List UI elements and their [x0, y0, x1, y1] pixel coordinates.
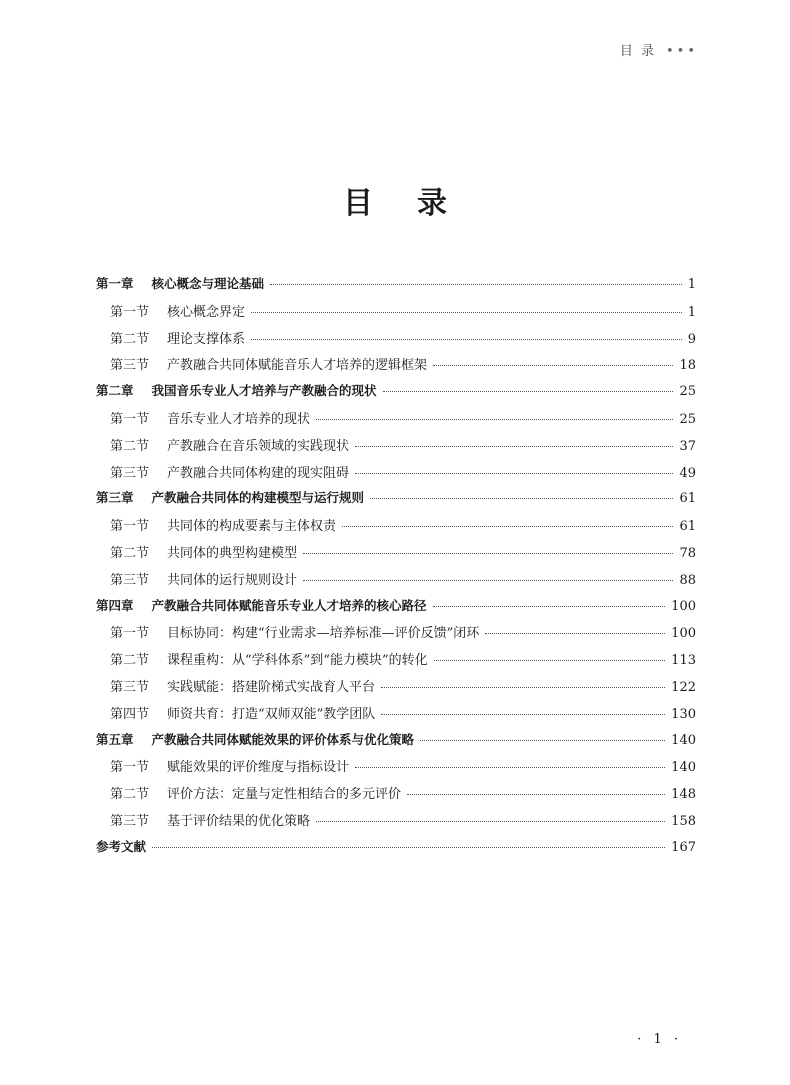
section-title: 共同体的运行规则设计: [167, 572, 298, 588]
toc-page-number: 18: [679, 358, 696, 374]
toc-page-number: 148: [671, 787, 696, 803]
toc-section-entry: [96, 301, 696, 328]
dot-leader: [303, 580, 673, 581]
section-title: 产教融合共同体构建的现实阻碍: [167, 465, 350, 481]
toc-page-number: 88: [679, 572, 696, 588]
dot-leader: [355, 446, 673, 447]
dot-leader: [355, 473, 673, 474]
dot-leader: [303, 553, 673, 554]
section-number: 第二节: [110, 438, 150, 454]
toc-section-entry: [96, 515, 696, 542]
toc-page-number: 113: [671, 653, 696, 669]
dot-leader: [251, 312, 682, 313]
section-title: 赋能效果的评价维度与指标设计: [167, 760, 350, 776]
toc-section-entry: [96, 408, 696, 435]
section-number: 第一节: [110, 626, 150, 642]
chapter-title: 产教融合共同体的构建模型与运行规则: [151, 490, 365, 506]
toc-page-number: 100: [671, 598, 696, 614]
toc-section-entry: [96, 542, 696, 569]
toc-page-number: 25: [679, 411, 696, 427]
chapter-title: 参考文献: [96, 838, 147, 854]
section-number: 第三节: [110, 358, 150, 374]
section-number: 第一节: [110, 411, 150, 427]
page-title: 目录: [343, 186, 491, 221]
chapter-number: 第三章: [96, 490, 134, 506]
section-number: 第二节: [110, 787, 150, 803]
dot-leader: [433, 606, 666, 607]
toc-section-entry: [96, 783, 696, 810]
chapter-number: 第五章: [96, 731, 134, 747]
section-number: 第二节: [110, 331, 150, 347]
chapter-title: 我国音乐专业人才培养与产教融合的现状: [151, 383, 377, 399]
toc-section-entry: [96, 649, 696, 676]
toc-chapter-entry: [96, 596, 696, 623]
table-of-contents: [96, 274, 696, 864]
toc-section-entry: [96, 756, 696, 783]
section-number: 第三节: [110, 572, 150, 588]
dot-leader: [407, 794, 665, 795]
section-number: 第四节: [110, 706, 150, 722]
toc-page-number: 61: [679, 491, 696, 507]
chapter-number: 第四章: [96, 597, 134, 613]
toc-section-entry: [96, 622, 696, 649]
toc-page-number: 9: [687, 331, 696, 347]
section-title: 实践赋能：搭建阶梯式实战育人平台: [167, 679, 376, 695]
toc-section-entry: [96, 703, 696, 730]
running-head-text: 目 录: [619, 44, 656, 59]
section-number: 第一节: [110, 760, 150, 776]
section-title: 共同体的构成要素与主体权责: [167, 519, 337, 535]
dot-leader: [316, 821, 665, 822]
chapter-title: 产教融合共同体赋能音乐专业人才培养的核心路径: [151, 597, 427, 613]
section-title: 目标协同：构建“行业需求—培养标准—评价反馈”闭环: [167, 626, 480, 642]
section-number: 第三节: [110, 679, 150, 695]
dot-leader: [370, 498, 673, 499]
toc-section-entry: [96, 462, 696, 489]
toc-page-number: 1: [687, 277, 696, 292]
section-number: 第一节: [110, 304, 150, 320]
chapter-title: 产教融合共同体赋能效果的评价体系与优化策略: [151, 731, 415, 747]
section-number: 第一节: [110, 519, 150, 535]
section-title: 基于评价结果的优化策略: [167, 813, 311, 829]
section-number: 第二节: [110, 653, 150, 669]
section-title: 音乐专业人才培养的现状: [167, 411, 311, 427]
toc-section-entry: [96, 569, 696, 596]
toc-page-number: 1: [687, 304, 696, 320]
chapter-number: 第一章: [96, 276, 134, 291]
toc-page-number: 167: [671, 839, 696, 855]
toc-section-entry: [96, 354, 696, 381]
dot-leader: [316, 419, 673, 420]
toc-chapter-entry: [96, 381, 696, 408]
section-number: 第三节: [110, 465, 150, 481]
running-head-dots: •••: [665, 44, 698, 59]
toc-page-number: 158: [671, 813, 696, 829]
toc-page-number: 37: [679, 438, 696, 454]
dot-leader: [381, 714, 665, 715]
toc-page-number: 25: [679, 384, 696, 400]
dot-leader: [485, 633, 665, 634]
toc-chapter-entry: [96, 274, 696, 301]
toc-section-entry: [96, 810, 696, 837]
toc-page-number: 49: [679, 465, 696, 481]
dot-leader: [383, 391, 674, 392]
section-title: 产教融合在音乐领域的实践现状: [167, 438, 350, 454]
toc-page-number: 61: [679, 519, 696, 535]
toc-page-number: 140: [671, 732, 696, 748]
dot-leader: [434, 660, 666, 661]
section-title: 产教融合共同体赋能音乐人才培养的逻辑框架: [167, 358, 428, 374]
section-number: 第二节: [110, 545, 150, 561]
toc-chapter-entry: [96, 837, 696, 864]
toc-chapter-entry: [96, 730, 696, 757]
dot-leader: [381, 687, 665, 688]
dot-leader: [152, 847, 665, 848]
toc-section-entry: [96, 435, 696, 462]
section-title: 师资共育：打造“双师双能”教学团队: [167, 706, 376, 722]
dot-leader: [420, 740, 665, 741]
dot-leader: [355, 767, 665, 768]
toc-section-entry: [96, 328, 696, 355]
toc-chapter-entry: [96, 488, 696, 515]
dot-leader: [270, 284, 682, 285]
running-head: [620, 40, 698, 59]
section-title: 课程重构：从“学科体系”到“能力模块”的转化: [167, 653, 428, 669]
toc-page-number: 78: [679, 545, 696, 561]
section-title: 核心概念界定: [167, 304, 246, 320]
dot-leader: [342, 526, 673, 527]
chapter-title: 核心概念与理论基础: [151, 276, 265, 291]
dot-leader: [433, 365, 673, 366]
toc-page-number: 130: [671, 706, 696, 722]
section-title: 理论支撑体系: [167, 331, 246, 347]
toc-section-entry: [96, 676, 696, 703]
section-title: 评价方法：定量与定性相结合的多元评价: [167, 787, 402, 803]
section-title: 共同体的典型构建模型: [167, 545, 298, 561]
dot-leader: [251, 339, 682, 340]
page-number: · 1 ·: [637, 1032, 682, 1047]
section-number: 第三节: [110, 813, 150, 829]
toc-page-number: 122: [671, 679, 696, 695]
chapter-number: 第二章: [96, 383, 134, 399]
toc-page-number: 100: [671, 626, 696, 642]
toc-page-number: 140: [671, 760, 696, 776]
